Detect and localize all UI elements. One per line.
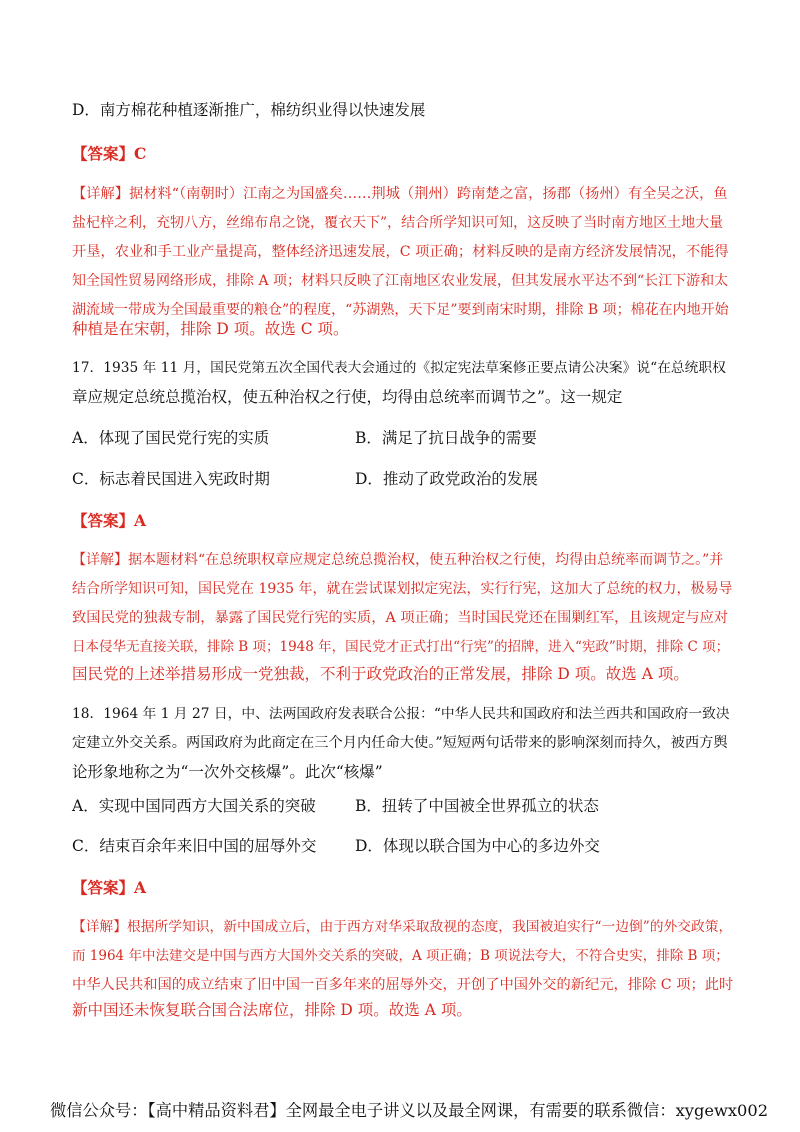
q18-option-a: A．实现中国同西方大国关系的突破 [72,797,316,815]
q18-option-b: B．扭转了中国被全世界孤立的状态 [355,797,599,815]
q17-option-b: B．满足了抗日战争的需要 [355,429,537,447]
q18-stem-line: 定建立外交关系。两国政府为此商定在三个月内任命大使。”短短两句话带来的影响深刻而持久，被西方舆 [72,735,728,751]
q17-option-a: A．体现了国民党行宪的实质 [72,429,270,447]
q17-answer: 【答案】A [72,511,147,530]
q17-stem-line: 17．1935 年 11 月，国民党第五次全国代表大会通过的《拟定宪法草案修正要点请公决案》说“在总统职权 [72,360,726,376]
q17-detail-line: 国民党的上述举措易形成一党独裁，不利于政党政治的正常发展，排除 D 项。故选 A 项。 [72,665,689,683]
q16-detail-line: 知全国性贸易网络形成，排除 A 项；材料只反映了江南地区农业发展，但其发展水平达不到“长江下游和太 [72,273,729,289]
q16-detail-line: 湖流域一带成为全国最重要的粮仓”的程度，“苏湖熟，天下足”要到南宋时期，排除 B 项；棉花在内地开始 [72,302,729,318]
q18-stem-line: 18．1964 年 1 月 27 日，中、法两国政府发表联合公报：“中华人民共和国政府和法兰西共和国政府一致决 [72,706,730,722]
q17-options-row [72,468,732,490]
q16-answer: 【答案】C [72,144,147,163]
q18-detail-line: 而 1964 年中法建交是中国与西方大国外交关系的突破，A 项正确；B 项说法夸大，不符合史实，排除 B 项； [72,948,729,964]
q18-options-row [72,795,732,817]
q16-detail-line: 盐杞梓之利，充牣八方，丝绵布帛之饶，覆衣天下”，结合所学知识可知，这反映了当时南方地区土地大量 [72,215,724,231]
q16-detail-line: 种植是在宋朝，排除 D 项。故选 C 项。 [72,320,349,338]
q17-option-c: C．标志着民国进入宪政时期 [72,470,270,488]
q17-stem-line: 章应规定总统总揽治权，使五种治权之行使，均得由总统率而调节之”。这一规定 [72,388,623,406]
q17-option-d: D．推动了政党政治的发展 [355,470,538,488]
q17-detail-line: 致国民党的独裁专制，暴露了国民党行宪的实质，A 项正确；当时国民党还在围剿红军，且该规定与应对 [72,610,729,626]
q18-stem-line: 论形象地称之为“一次外交核爆”。此次“核爆” [72,763,383,781]
q16-detail-line: 开垦，农业和手工业产量提高，整体经济迅速发展，C 项正确；材料反映的是南方经济发展情况，不能得 [72,244,729,260]
q17-options-row [72,427,732,449]
q17-detail-line: 【详解】据本题材料“在总统职权章应规定总统总揽治权，使五种治权之行使，均得由总统率而调节之。”并 [72,552,724,568]
q17-detail-line: 结合所学知识可知，国民党在 1935 年，就在尝试谋划拟定宪法，实行行宪，这加大了总统的权力，极易导 [72,581,733,597]
q18-option-d: D．体现以联合国为中心的多边外交 [355,837,600,855]
q18-detail-line: 新中国还未恢复联合国合法席位，排除 D 项。故选 A 项。 [72,1001,472,1019]
q18-answer: 【答案】A [72,878,147,897]
q17-detail-line: 日本侵华无直接关联，排除 B 项；1948 年，国民党才正式打出“行宪”的招牌，进入“宪政”时期，排除 C 项； [72,639,730,655]
q18-detail-line: 中华人民共和国的成立结束了旧中国一百多年来的屈辱外交，开创了中国外交的新纪元，排除 C 项；此时 [72,977,734,993]
q18-detail-line: 【详解】根据所学知识，新中国成立后，由于西方对华采取敌视的态度，我国被迫实行“一边倒”的外交政策， [72,919,733,935]
q16-detail-line: 【详解】据材料“（南朝时）江南之为国盛矣……荆城（荆州）跨南楚之富，扬郡（扬州）有全吴之沃，鱼 [72,186,728,202]
q18-options-row [72,835,732,857]
q16-option-d: D．南方棉花种植逐渐推广，棉纺织业得以快速发展 [72,101,426,119]
footer-promo: 微信公众号：【高中精品资料君】全网最全电子讲义以及最全网课，有需要的联系微信：xygewx002 [50,1101,769,1120]
q18-option-c: C．结束百余年来旧中国的屈辱外交 [72,837,317,855]
